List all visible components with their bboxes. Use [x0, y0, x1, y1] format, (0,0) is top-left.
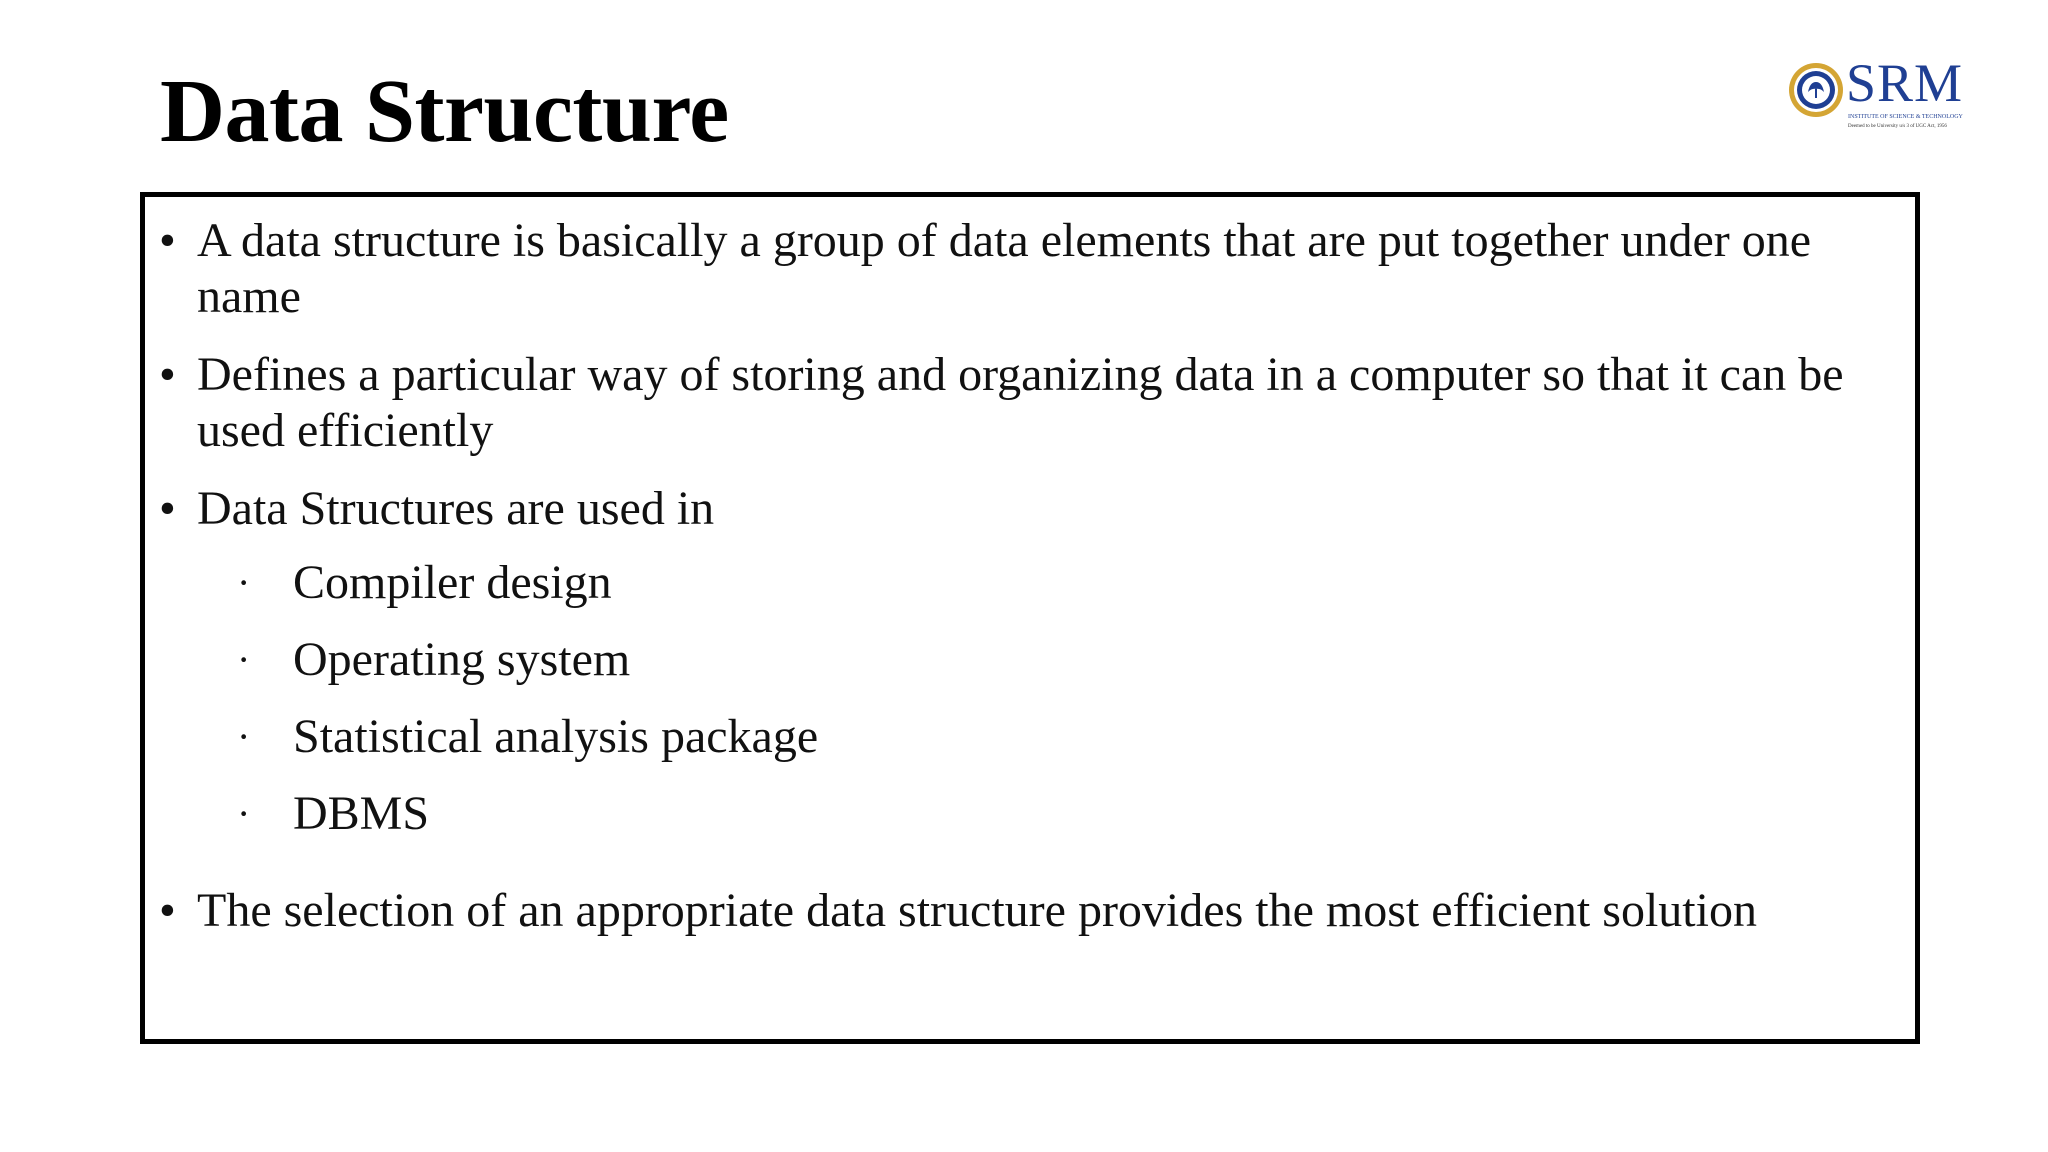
sub-item-compiler-design: Compiler design — [293, 556, 612, 609]
sub-bullet-icon: · — [237, 560, 251, 605]
content-box — [140, 192, 1920, 1044]
bullet-text-selection: The selection of an appropriate data structure provides the most efficient solution — [197, 884, 1757, 937]
bullet-text-purpose: Defines a particular way of storing and organizing data in a computer so that it can be used efficiently — [197, 348, 1844, 457]
sub-bullet-icon: · — [237, 791, 251, 836]
bullet-icon: • — [159, 884, 176, 937]
sub-item-operating-system: Operating system — [293, 633, 631, 686]
sub-bullet-icon: · — [237, 637, 251, 682]
logo-subtitle: INSTITUTE OF SCIENCE & TECHNOLOGY — [1848, 114, 1963, 120]
sub-item-statistical-analysis: Statistical analysis package — [293, 710, 819, 763]
bullet-icon: • — [159, 482, 176, 535]
bullet-icon: • — [159, 214, 176, 267]
bullet-text-definition: A data structure is basically a group of data elements that are put together under one name — [197, 214, 1812, 323]
bullet-text-uses: Data Structures are used in — [197, 482, 715, 535]
logo-wordmark: SRM — [1846, 53, 1964, 113]
bullet-icon: • — [159, 348, 176, 401]
slide-title: Data Structure — [160, 62, 729, 161]
logo-tagline: Deemed to be University u/s 3 of UGC Act, 1956 — [1848, 124, 1947, 129]
srm-logo — [1788, 53, 1990, 138]
sub-item-dbms: DBMS — [293, 787, 430, 840]
sub-bullet-icon: · — [237, 714, 251, 759]
srm-emblem-icon — [1788, 58, 1844, 122]
